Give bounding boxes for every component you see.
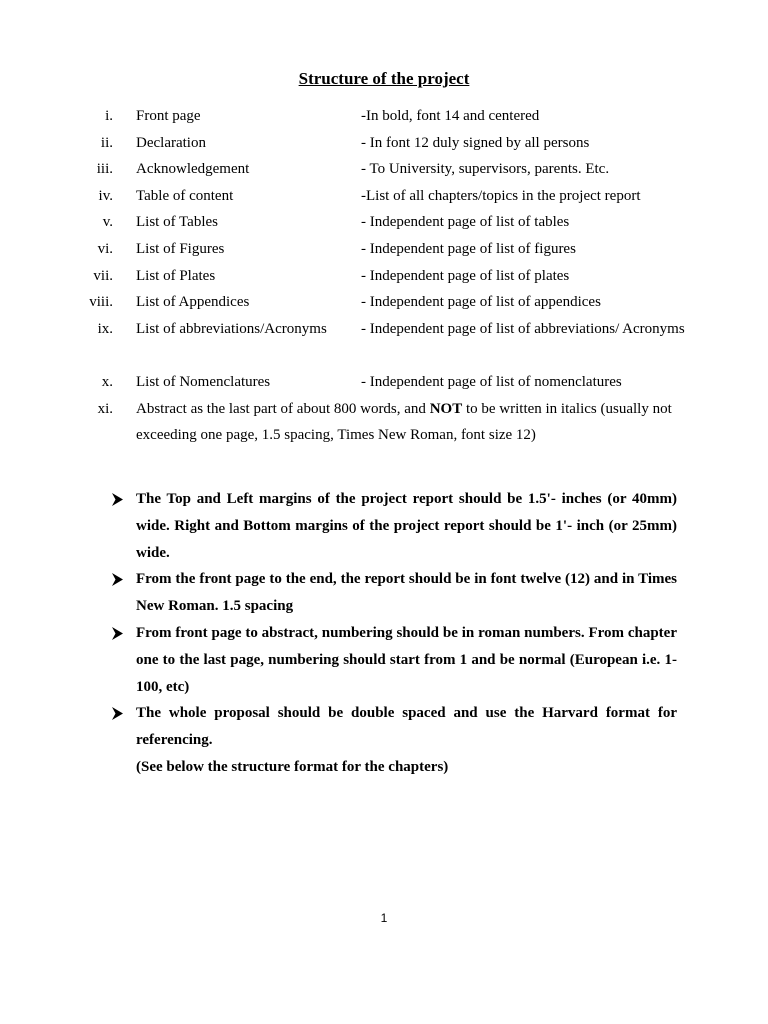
item-number: viii.: [89, 294, 113, 311]
item-label: List of abbreviations/Acronyms: [136, 320, 327, 337]
abstract-text-end: to be written in italics (usually not exceeding one page, 1.5 spacing, Times New Roman, font size 12): [136, 400, 672, 444]
rule-item: [0, 486, 768, 566]
list-item: [0, 316, 768, 369]
list-item: [0, 236, 768, 263]
page-number: 1: [380, 911, 388, 925]
abstract-text-start: Abstract as the last part of about 800 words, and: [136, 400, 430, 417]
item-number: iii.: [96, 161, 113, 178]
item-description: -List of all chapters/topics in the project report: [361, 187, 641, 204]
rule-item: [0, 620, 768, 700]
item-number: x.: [101, 373, 113, 390]
rule-text: From the front page to the end, the report should be in font twelve (12) and in Times New Roman. 1.5 spacing: [136, 571, 677, 615]
list-item: [0, 369, 768, 396]
item-label: List of Tables: [136, 214, 218, 231]
item-description: - In font 12 duly signed by all persons: [361, 134, 590, 151]
list-item: [0, 183, 768, 210]
arrow-bullet-icon: [111, 566, 127, 593]
item-description: - Independent page of list of plates: [361, 267, 570, 284]
item-label: List of Appendices: [136, 294, 250, 311]
list-item: [0, 289, 768, 316]
rule-text: The whole proposal should be double spaced and use the Harvard format for referencing.: [136, 705, 677, 749]
arrow-bullet-icon: [111, 620, 127, 647]
list-item: [0, 209, 768, 236]
item-number: ix.: [97, 320, 113, 337]
item-number: vi.: [97, 240, 113, 257]
item-label: List of Nomenclatures: [136, 373, 271, 390]
item-label: Acknowledgement: [136, 161, 250, 178]
list-item-abstract: [0, 396, 768, 449]
rule-item: [0, 566, 768, 620]
formatting-rules: [0, 486, 768, 781]
item-description: - To University, supervisors, parents. Etc.: [361, 161, 610, 178]
item-description: - Independent page of list of tables: [361, 214, 570, 231]
rule-text: From front page to abstract, numbering should be in roman numbers. From chapter one to the last page, numbering should start from 1 and be normal (European i.e. 1-100, etc): [136, 624, 677, 695]
rule-text: The Top and Left margins of the project report should be 1.5'- inches (or 40mm) wide. Right and Bottom margins of the project report should be 1'- inch (or 25mm) wide.: [136, 491, 677, 561]
item-description: - Independent page of list of abbreviations/ Acronyms: [361, 320, 685, 337]
structure-list: [0, 103, 768, 449]
arrow-bullet-icon: [111, 486, 127, 513]
item-number: vii.: [93, 267, 113, 284]
item-label: List of Figures: [136, 240, 225, 257]
item-number: xi.: [97, 400, 113, 417]
item-description: - Independent page of list of figures: [361, 240, 576, 257]
item-label: List of Plates: [136, 267, 216, 284]
item-number: v.: [102, 214, 113, 231]
item-number: iv.: [98, 187, 113, 204]
list-item: [0, 156, 768, 183]
abstract-emphasis: NOT: [429, 400, 463, 417]
item-number: i.: [105, 108, 113, 124]
item-description: - Independent page of list of appendices: [361, 294, 601, 311]
chapter-format-note: (See below the structure format for the chapters): [136, 758, 449, 775]
arrow-bullet-icon: [111, 700, 127, 727]
item-label: Front page: [136, 108, 201, 124]
item-label: Table of content: [136, 187, 234, 204]
item-number: ii.: [100, 134, 113, 151]
item-description: -In bold, font 14 and centered: [361, 108, 540, 124]
page-title: Structure of the project: [298, 69, 470, 88]
list-item: [0, 103, 768, 130]
list-item: [0, 263, 768, 290]
rule-item: [0, 700, 768, 754]
item-label: Declaration: [136, 134, 206, 151]
list-item: [0, 130, 768, 157]
item-description: - Independent page of list of nomenclatures: [361, 373, 622, 390]
abstract-text: [136, 396, 677, 449]
